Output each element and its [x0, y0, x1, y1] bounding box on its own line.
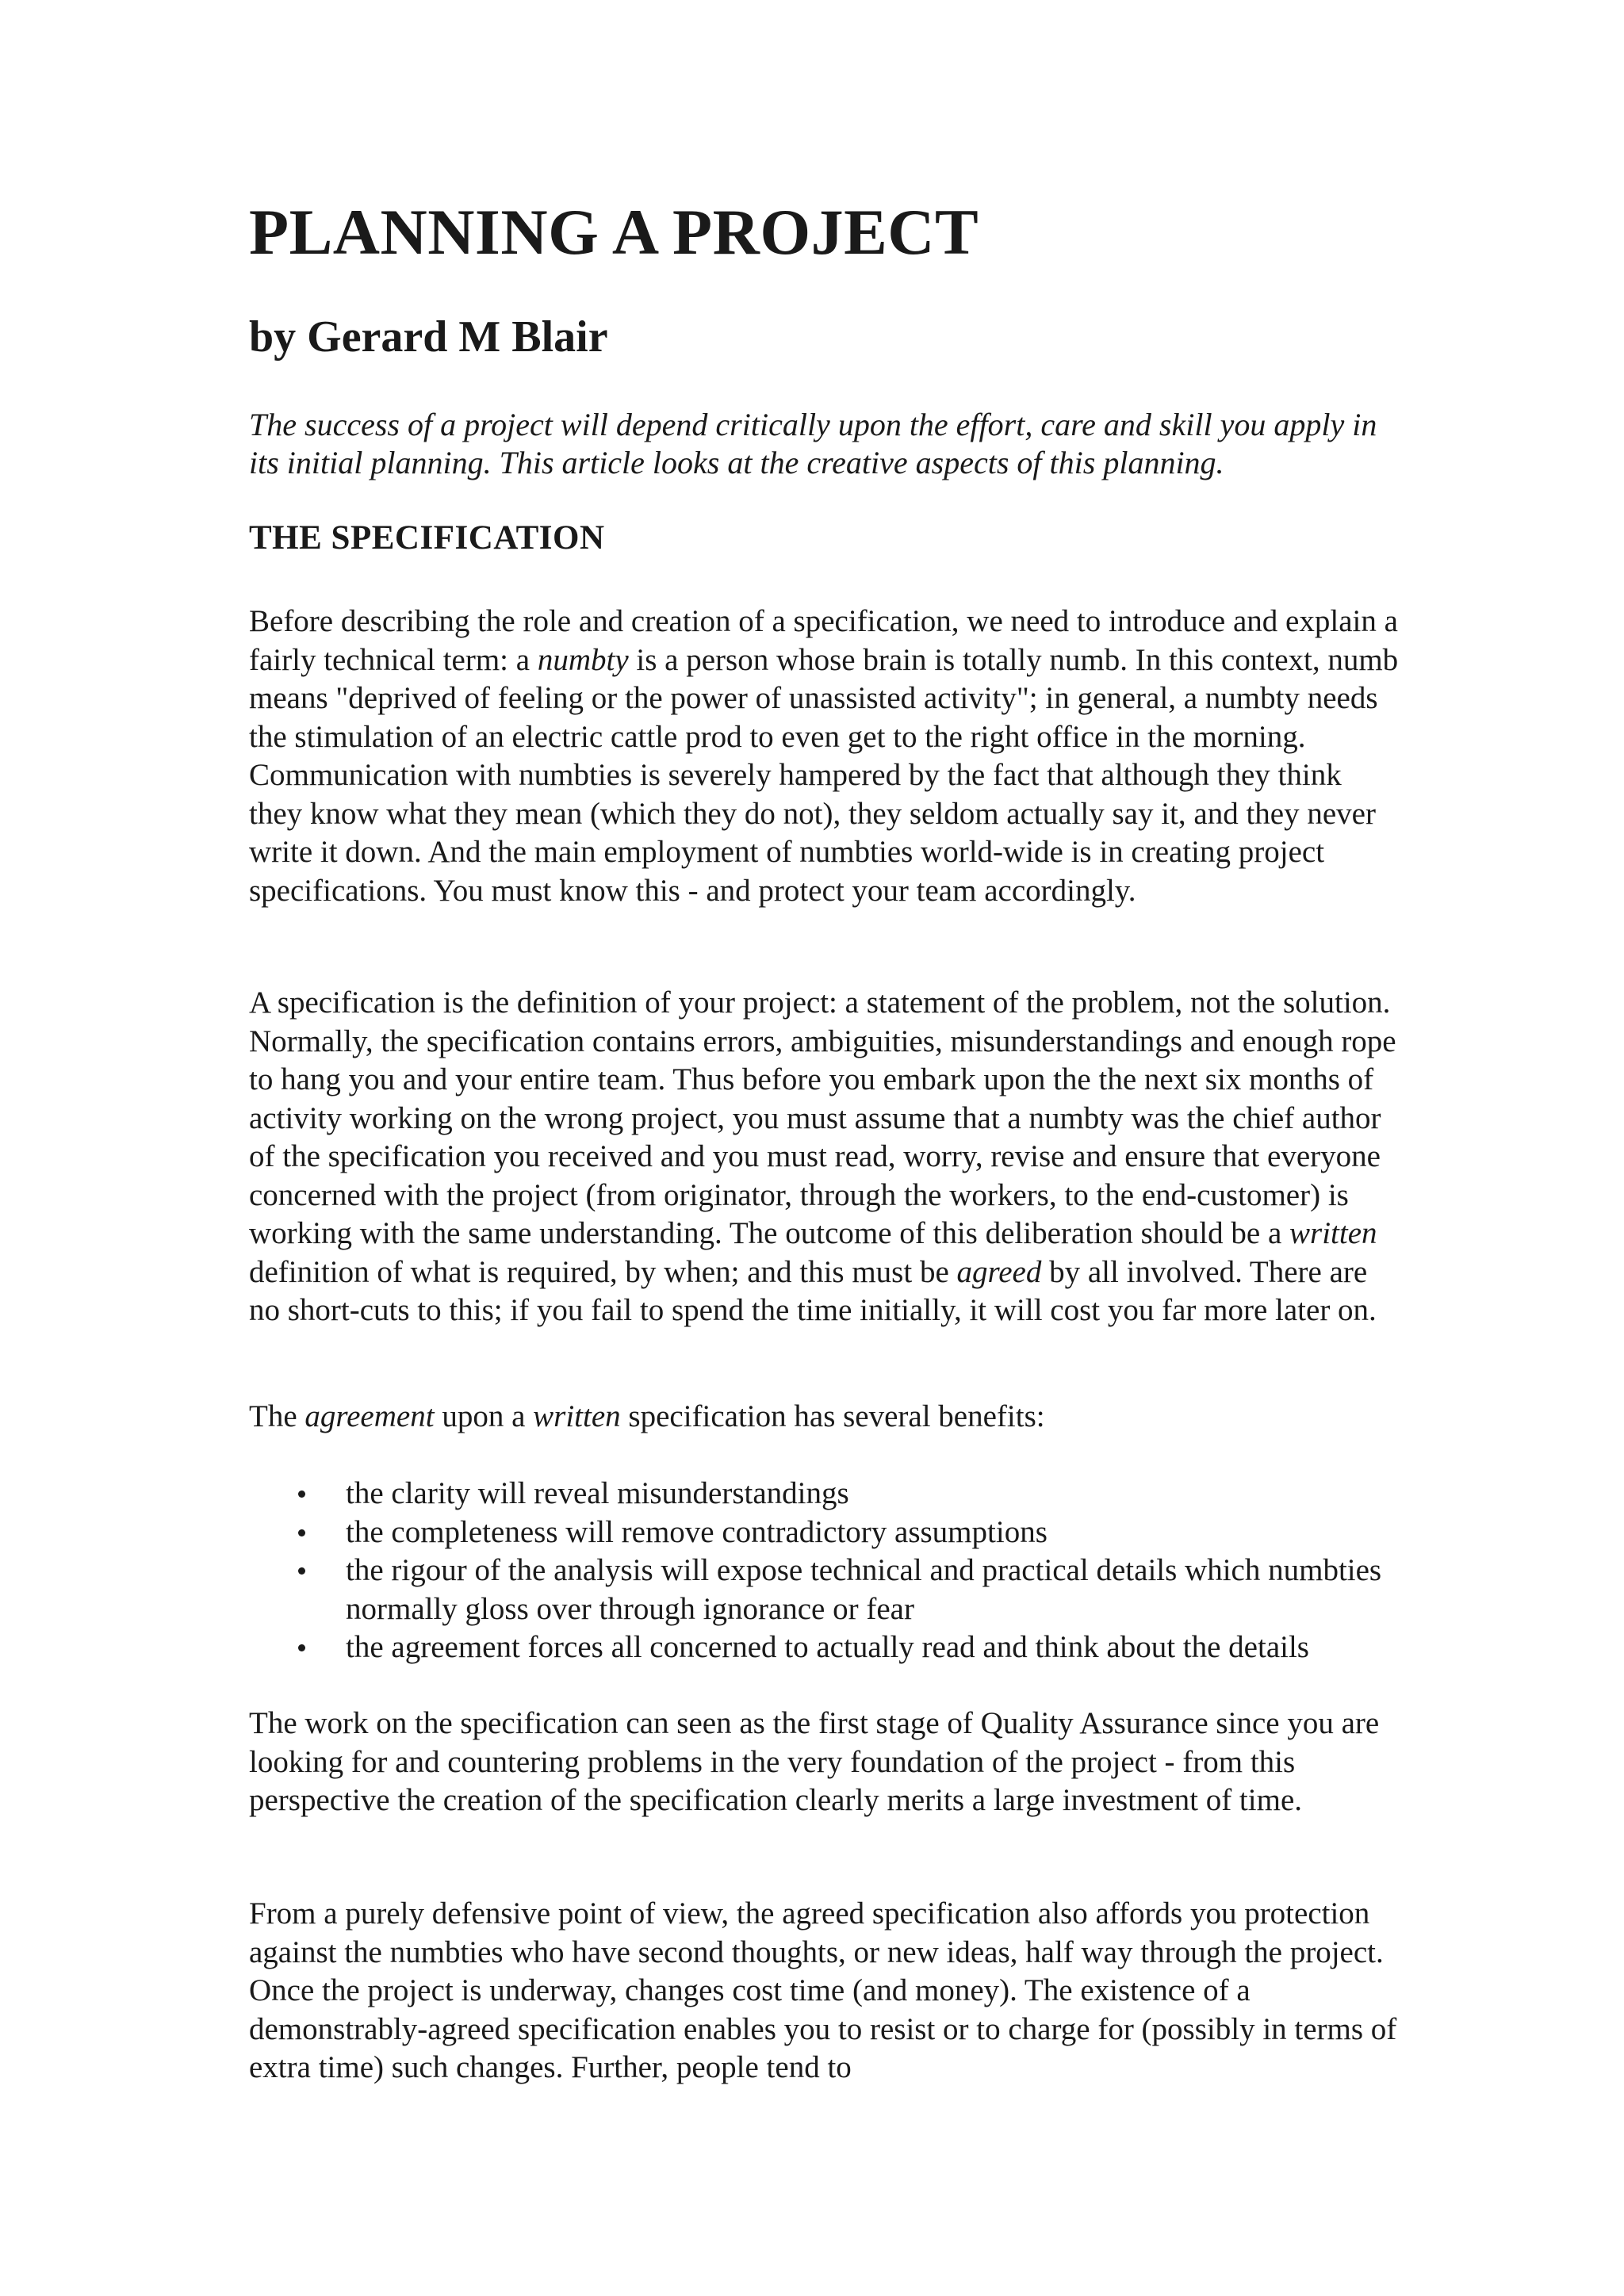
- paragraph-specification-definition: [249, 984, 1399, 1330]
- list-item-text: the clarity will reveal misunderstandings: [346, 1476, 849, 1510]
- bullet-icon: [298, 1490, 305, 1498]
- list-item: [249, 1628, 1399, 1667]
- emphasis-written: written: [1289, 1216, 1377, 1250]
- benefits-list: [249, 1475, 1399, 1667]
- list-item-text: the agreement forces all concerned to actually read and think about the details: [346, 1630, 1309, 1664]
- emphasis-numbty: numbty: [537, 642, 629, 677]
- section-heading-specification: THE SPECIFICATION: [249, 519, 605, 557]
- paragraph-text: by all involved. There are no short-cuts to this; if you fail to spend the time initially, it will cost you far more later on.: [249, 1254, 1377, 1327]
- paragraph-text: specification has several benefits:: [620, 1399, 1045, 1433]
- emphasis-agreed: agreed: [956, 1254, 1042, 1289]
- paragraph-benefits-intro: [249, 1398, 1399, 1437]
- list-item: [249, 1552, 1399, 1628]
- paragraph-defensive-view: From a purely defensive point of view, the agreed specification also affords you protection against the numbties who have second thoughts, or new ideas, half way through the project. Once the project is underway, changes cost time (and money). The existence of a demonstrably-agreed specification enables you to resist or to charge for (possibly in terms of extra time) such changes. Further, people tend to: [249, 1896, 1397, 2084]
- lead-paragraph: The success of a project will depend critically upon the effort, care and skill you apply in its initial planning. This article looks at the creative aspects of this planning.: [249, 407, 1377, 480]
- paragraph-quality-assurance: The work on the specification can seen as the first stage of Quality Assurance since you are looking for and countering problems in the very foundation of the project - from this perspective the creation of the specification clearly merits a large investment of time.: [249, 1706, 1380, 1817]
- bullet-icon: [298, 1529, 305, 1536]
- document-title: PLANNING A PROJECT: [249, 196, 979, 268]
- paragraph-numbty-definition: [249, 603, 1399, 910]
- paragraph-text: A specification is the definition of your project: a statement of the problem, not the solution. Normally, the specification contains errors, ambiguities, misunderstandings and enough rope to hang you and your entire team. Thus before you embark upon the the next six months of activity working on the wrong project, you must assume that a numbty was the chief author of the specification you received and you must read, worry, revise and ensure that everyone concerned with the project (from originator, through the workers, to the end-customer) is working with the same understanding. The outcome of this deliberation should be a: [249, 985, 1396, 1250]
- list-item-text: the completeness will remove contradictory assumptions: [346, 1514, 1048, 1549]
- paragraph-text: The: [249, 1399, 305, 1433]
- paragraph-text: upon a: [434, 1399, 534, 1433]
- author-byline: by Gerard M Blair: [249, 312, 608, 362]
- list-item: [249, 1513, 1399, 1552]
- bullet-icon: [298, 1644, 305, 1651]
- bullet-icon: [298, 1567, 305, 1575]
- paragraph-text: definition of what is required, by when; and this must be: [249, 1254, 957, 1289]
- emphasis-written: written: [533, 1399, 621, 1433]
- emphasis-agreement: agreement: [304, 1399, 435, 1433]
- list-item-text: the rigour of the analysis will expose technical and practical details which numbties normally gloss over through ignorance or fear: [346, 1553, 1382, 1626]
- paragraph-text: is a person whose brain is totally numb. In this context, numb means "deprived of feeling or the power of unassisted activity"; in general, a numbty needs the stimulation of an electric cattle prod to even get to the right office in the morning. Communication with numbties is severely hampered by the fact that although they think they know what they mean (which they do not), they seldom actually say it, and they never write it down. And the main employment of numbties world-wide is in creating project specifications. You must know this - and protect your team accordingly.: [249, 642, 1399, 908]
- paragraph-text: Before describing the role and creation of a specification, we need to introduce and explain a fairly technical term: a: [249, 604, 1398, 677]
- list-item: [249, 1475, 1399, 1513]
